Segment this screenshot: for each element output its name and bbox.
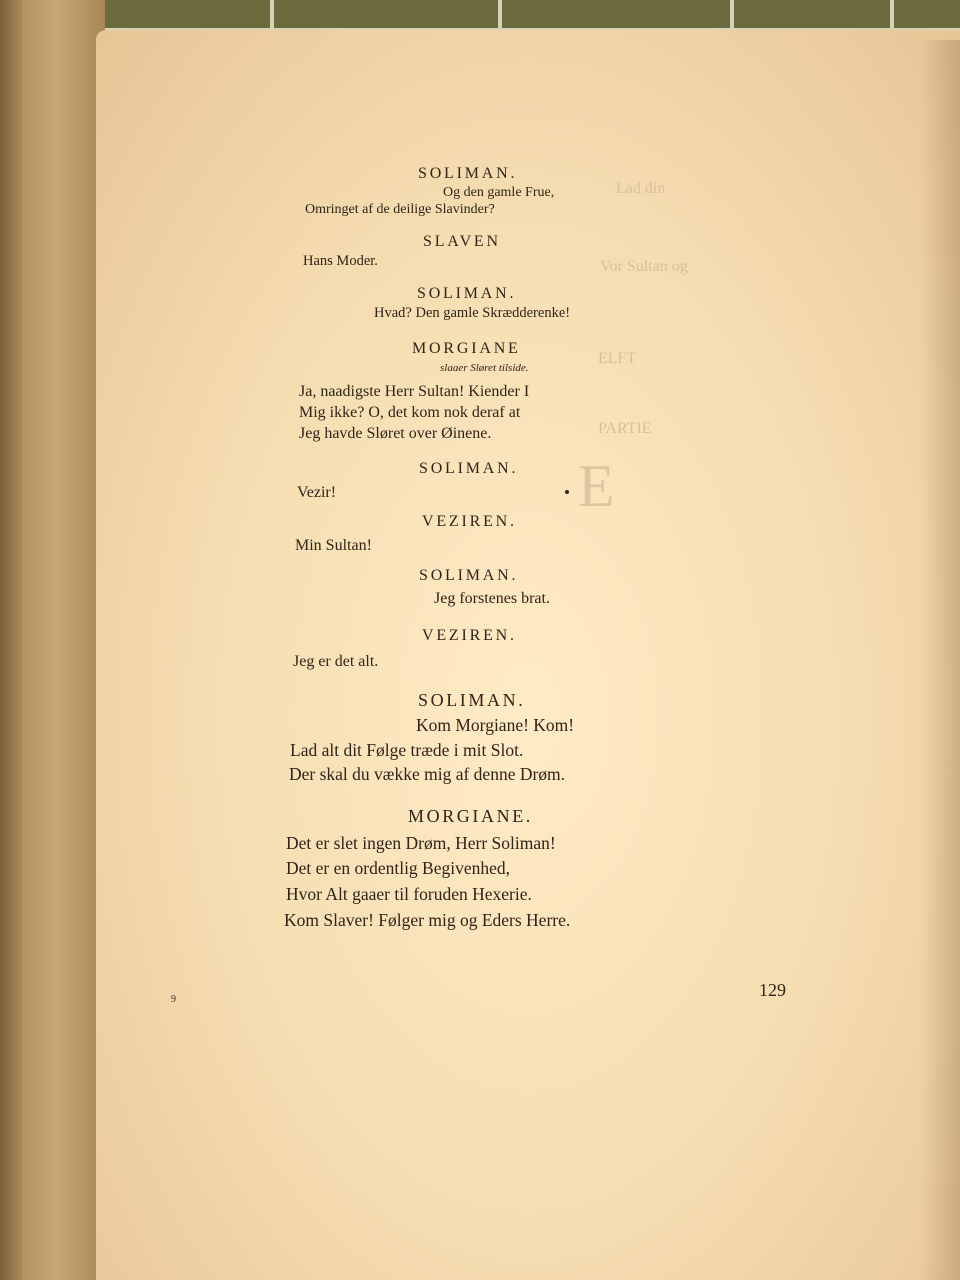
verse-line: Hans Moder. <box>303 253 378 269</box>
speaker-name: MORGIANE. <box>408 806 533 826</box>
verse-line: Og den gamle Frue, <box>443 185 555 200</box>
page-shadow <box>920 40 960 1280</box>
verse-line: Min Sultan! <box>295 537 372 554</box>
bleed-through: ELFT <box>598 350 637 367</box>
verse-line: Ja, naadigste Herr Sultan! Kiender I <box>299 383 530 400</box>
bleed-through: Vor Sultan og <box>600 258 688 275</box>
ink-speck <box>565 490 569 494</box>
verse-line: Mig ikke? O, det kom nok deraf at <box>299 404 521 421</box>
verse-line: Det er slet ingen Drøm, Herr Soliman! <box>286 833 556 853</box>
book-page <box>96 30 960 1280</box>
verse-line: Kom Morgiane! Kom! <box>416 715 575 735</box>
speaker-name: SOLIMAN. <box>417 285 517 302</box>
verse-line: Der skal du vække mig af denne Drøm. <box>289 764 566 784</box>
page-number: 129 <box>759 980 786 1000</box>
verse-line: Jeg er det alt. <box>293 653 379 670</box>
stage-direction: slaaer Sløret tilside. <box>440 362 529 374</box>
verse-line: Jeg forstenes brat. <box>434 590 550 607</box>
bleed-through: Lad din <box>616 180 666 197</box>
bleed-through: E <box>578 453 615 519</box>
verse-line: Hvor Alt gaaer til foruden Hexerie. <box>286 884 532 904</box>
speaker-name: SOLIMAN. <box>418 165 518 182</box>
speaker-name: SOLIMAN. <box>419 567 519 584</box>
speaker-name: VEZIREN. <box>422 627 517 644</box>
speaker-name: MORGIANE <box>412 340 521 357</box>
verse-line: Kom Slaver! Følger mig og Eders Herre. <box>284 910 571 930</box>
speaker-name: SLAVEN <box>423 233 501 250</box>
speaker-name: SOLIMAN. <box>418 690 526 710</box>
verse-line: Lad alt dit Følge træde i mit Slot. <box>290 740 524 760</box>
verse-line: Vezir! <box>297 484 337 501</box>
signature-mark: 9 <box>171 994 176 1005</box>
verse-line: Hvad? Den gamle Skrædderenke! <box>374 305 571 321</box>
bleed-through: PARTIE <box>598 420 652 437</box>
speaker-name: VEZIREN. <box>422 513 517 530</box>
verse-line: Omringet af de deilige Slavinder? <box>305 202 495 217</box>
verse-line: Det er en ordentlig Begivenhed, <box>286 858 511 878</box>
verse-line: Jeg havde Sløret over Øinene. <box>299 425 492 442</box>
left-page-edge <box>0 0 22 1280</box>
speaker-name: SOLIMAN. <box>419 460 519 477</box>
